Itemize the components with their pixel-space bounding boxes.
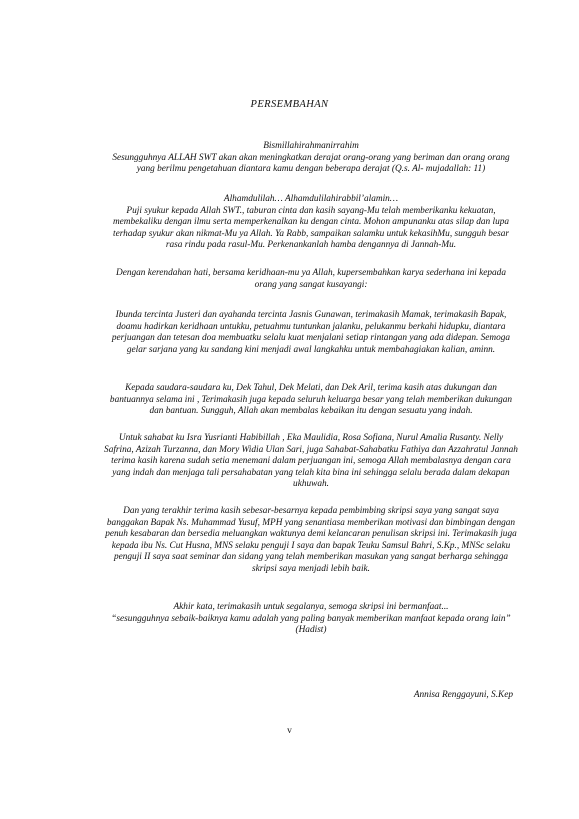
closing-section (104, 602, 518, 637)
signature: Annisa Renggayuni, S.Kep (413, 690, 513, 700)
page-number: v (287, 726, 292, 736)
gratitude-heading: Alhamdulilah… Alhamdulilahirabbil’alamin… (223, 194, 399, 204)
page-title: PERSEMBAHAN (250, 99, 329, 110)
dedication-text: Dengan kerendahan hati, bersama keridhaan-mu ya Allah, kupersembahkan karya sederhana ini kepada orang yang sangat kusayangi: (116, 268, 506, 290)
closing-hadith: “sesungguhnya sebaik-baiknya kamu adalah yang paling banyak memberikan manfaat kepada orang lain” (Hadist) (111, 613, 511, 636)
gratitude-text: Puji syukur kepada Allah SWT., taburan cinta dan kasih sayang-Mu telah memberikanku kekuatan, membekaliku dengan ilmu serta memperkenalkan ku dengan cinta. Mohon ampunanku atas silap dan lupa terhadap syukur akan nikmat-Mu ya Allah. Ya Rabb, sampaikan salamku untuk kekasihMu, sungguh besar rasa rindu pada rasul-Mu. Perkenankanlah hamba dengannya di Jannah-Mu. (112, 205, 510, 251)
opening-section (104, 141, 518, 176)
parents-paragraph (104, 310, 518, 356)
opening-heading: Bismillahirahmanirrahim (263, 141, 359, 151)
supervisors-text: Dan yang terakhir terima kasih sebesar-besarnya kepada pembimbing skripsi saya yang sangat saya banggakan Bapak Ns. Muhammad Yusuf, MPH yang senantiasa memberikan motivasi dan bimbingan dengan penuh kesabaran dan bersedia meluangkan waktunya demi kelancaran penulisan skripsi ini. Terimakasih juga kepada ibu Ns. Cut Husna, MNS selaku penguji I saya dan bapak Teuku Samsul Bahri, S.Kp., MNSc selaku penguji II saya saat seminar dan sidang yang telah memberikan masukan yang sangat berharga sehingga skripsi saya menjadi lebih baik. (105, 506, 517, 574)
dedication-paragraph (104, 268, 518, 291)
siblings-paragraph (104, 383, 518, 418)
friends-paragraph (104, 433, 518, 491)
opening-verse: Sesungguhnya ALLAH SWT akan akan meningkatkan derajat orang-orang yang beriman dan orang orang yang berilmu pengetahuan diantara kamu dengan beberapa derajat (Q.s. Al- mujadallah: 11) (112, 152, 510, 175)
friends-text: Untuk sahabat ku Isra Yusrianti Habibillah , Eka Maulidia, Rosa Sofiana, Nurul Amalia Rusanty. Nelly Safrina, Azizah Turzanna, dan Mory Widia Ulan Sari, juga Sahabat-Sahabatku Fathiya dan Azzahratul Jannah terima kasih karena sudah setia menemani dalam perjuangan ini, semoga Allah membalasnya dengan cara yang indah dan menjaga tali persahabatan yang telah kita bina ini sehingga selalu berada dalam dekapan ukhuwah. (104, 433, 518, 490)
supervisors-paragraph (104, 506, 518, 576)
siblings-text: Kepada saudara-saudara ku, Dek Tahul, Dek Melati, dan Dek Aril, terima kasih atas dukungan dan bantuannya selama ini , Terimakasih juga kepada seluruh keluarga besar yang telah memberikan dukungan dan bantuan. Sungguh, Allah akan membalas kebaikan itu dengan sesuatu yang indah. (109, 383, 513, 417)
closing-line: Akhir kata, terimakasih untuk segalanya, semoga skripsi ini bermanfaat... (173, 602, 449, 612)
gratitude-section (104, 194, 518, 252)
parents-text: Ibunda tercinta Justeri dan ayahanda tercinta Jasnis Gunawan, terimakasih Mamak, terimakasih Bapak, doamu hadirkan keridhaan untukku, petuahmu tuntunkan jalanku, pelukanmu berkahi hidupku, diantara perjuangan dan tetesan doa membuatku selalu kuat menjalani setiap rintangan yang ada didepan. Semoga gelar sarjana yang ku sandang kini menjadi awal langkahku untuk membahagiakan kalian, aminn. (111, 310, 511, 355)
